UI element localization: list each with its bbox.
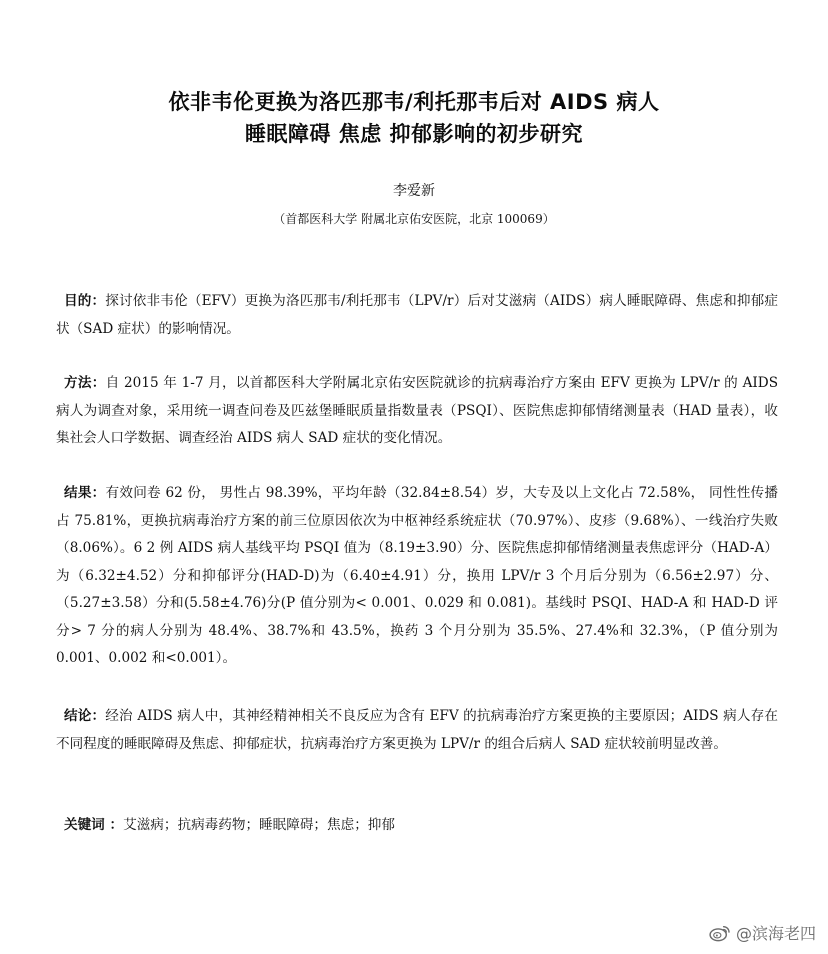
watermark [709, 921, 816, 944]
result-label: 结果： [64, 485, 106, 501]
purpose-text: 探讨依非韦伦（EFV）更换为洛匹那韦/利托那韦（LPV/r）后对艾滋病（AIDS）病人睡眠障碍、焦虑和抑郁症状（SAD 症状）的影响情况。 [56, 293, 779, 337]
title-line-2: 睡眠障碍 焦虑 抑郁影响的初步研究 [244, 122, 584, 146]
affiliation: （首都医科大学 附属北京佑安医院，北京 100069） [273, 212, 555, 226]
conclusion-label: 结论： [64, 708, 106, 724]
author: 李爱新 [393, 183, 435, 199]
keywords-label: 关键词 ： [64, 817, 124, 833]
purpose-label: 目的： [64, 293, 106, 309]
keywords-text: 艾滋病；抗病毒药物；睡眠障碍；焦虑；抑郁 [123, 817, 395, 833]
watermark-text: @滨海老四 [735, 924, 816, 943]
section-conclusion [56, 703, 778, 758]
conclusion-text: 经治 AIDS 病人中，其神经精神相关不良反应为含有 EFV 的抗病毒治疗方案更换的主要原因；AIDS 病人存在不同程度的睡眠障碍及焦虑、抑郁症状，抗病毒治疗方案更换为 LPV/r 的组合后病人 SAD 症状较前明显改善。 [56, 708, 778, 752]
method-label: 方法： [64, 375, 106, 391]
section-method [56, 370, 778, 453]
title-line-1: 依非韦伦更换为洛匹那韦/利托那韦后对 AIDS 病人 [168, 90, 660, 114]
weibo-icon [709, 924, 731, 942]
section-result [56, 480, 778, 673]
section-keywords [56, 812, 778, 840]
result-text: 有效问卷 62 份， 男性占 98.39%，平均年龄（32.84±8.54）岁，大专及以上文化占 72.58%， 同性性传播占 75.81%，更换抗病毒治疗方案的前三位原因依次为中枢神经系统症状（70.97%）、皮疹（9.68%）、一线治疗失败（8.06%）。6 2 例 AIDS 病人基线平均 PSQI 值为（8.19±3.90）分、医院焦虑抑郁情绪测量表焦虑评分（HAD-A）为（6.32±4.52）分和抑郁评分(HAD-D)为（6.40±4.91）分，换用 LPV/r 3 个月后分别为（6.56±2.97）分、（5.27±3.58）分和(5.58±4.76)分(P 值分别为< 0.001、0.029 和 0.081)。基线时 PSQI、HAD-A 和 HAD-D 评分> 7 分的病人分别为 48.4%、38.7%和 43.5%，换药 3 个月分别为 35.5%、27.4%和 32.3%，（P 值分别为 0.001、0.002 和<0.001）。 [56, 485, 778, 666]
section-purpose [56, 288, 778, 343]
method-text: 自 2015 年 1-7 月，以首都医科大学附属北京佑安医院就诊的抗病毒治疗方案由 EFV 更换为 LPV/r 的 AIDS 病人为调查对象，采用统一调查问卷及匹兹堡睡眠质量指数量表（PSQI）、医院焦虑抑郁情绪测量表（HAD 量表），收集社会人口学数据、调查经治 AIDS 病人 SAD 症状的变化情况。 [56, 375, 779, 446]
